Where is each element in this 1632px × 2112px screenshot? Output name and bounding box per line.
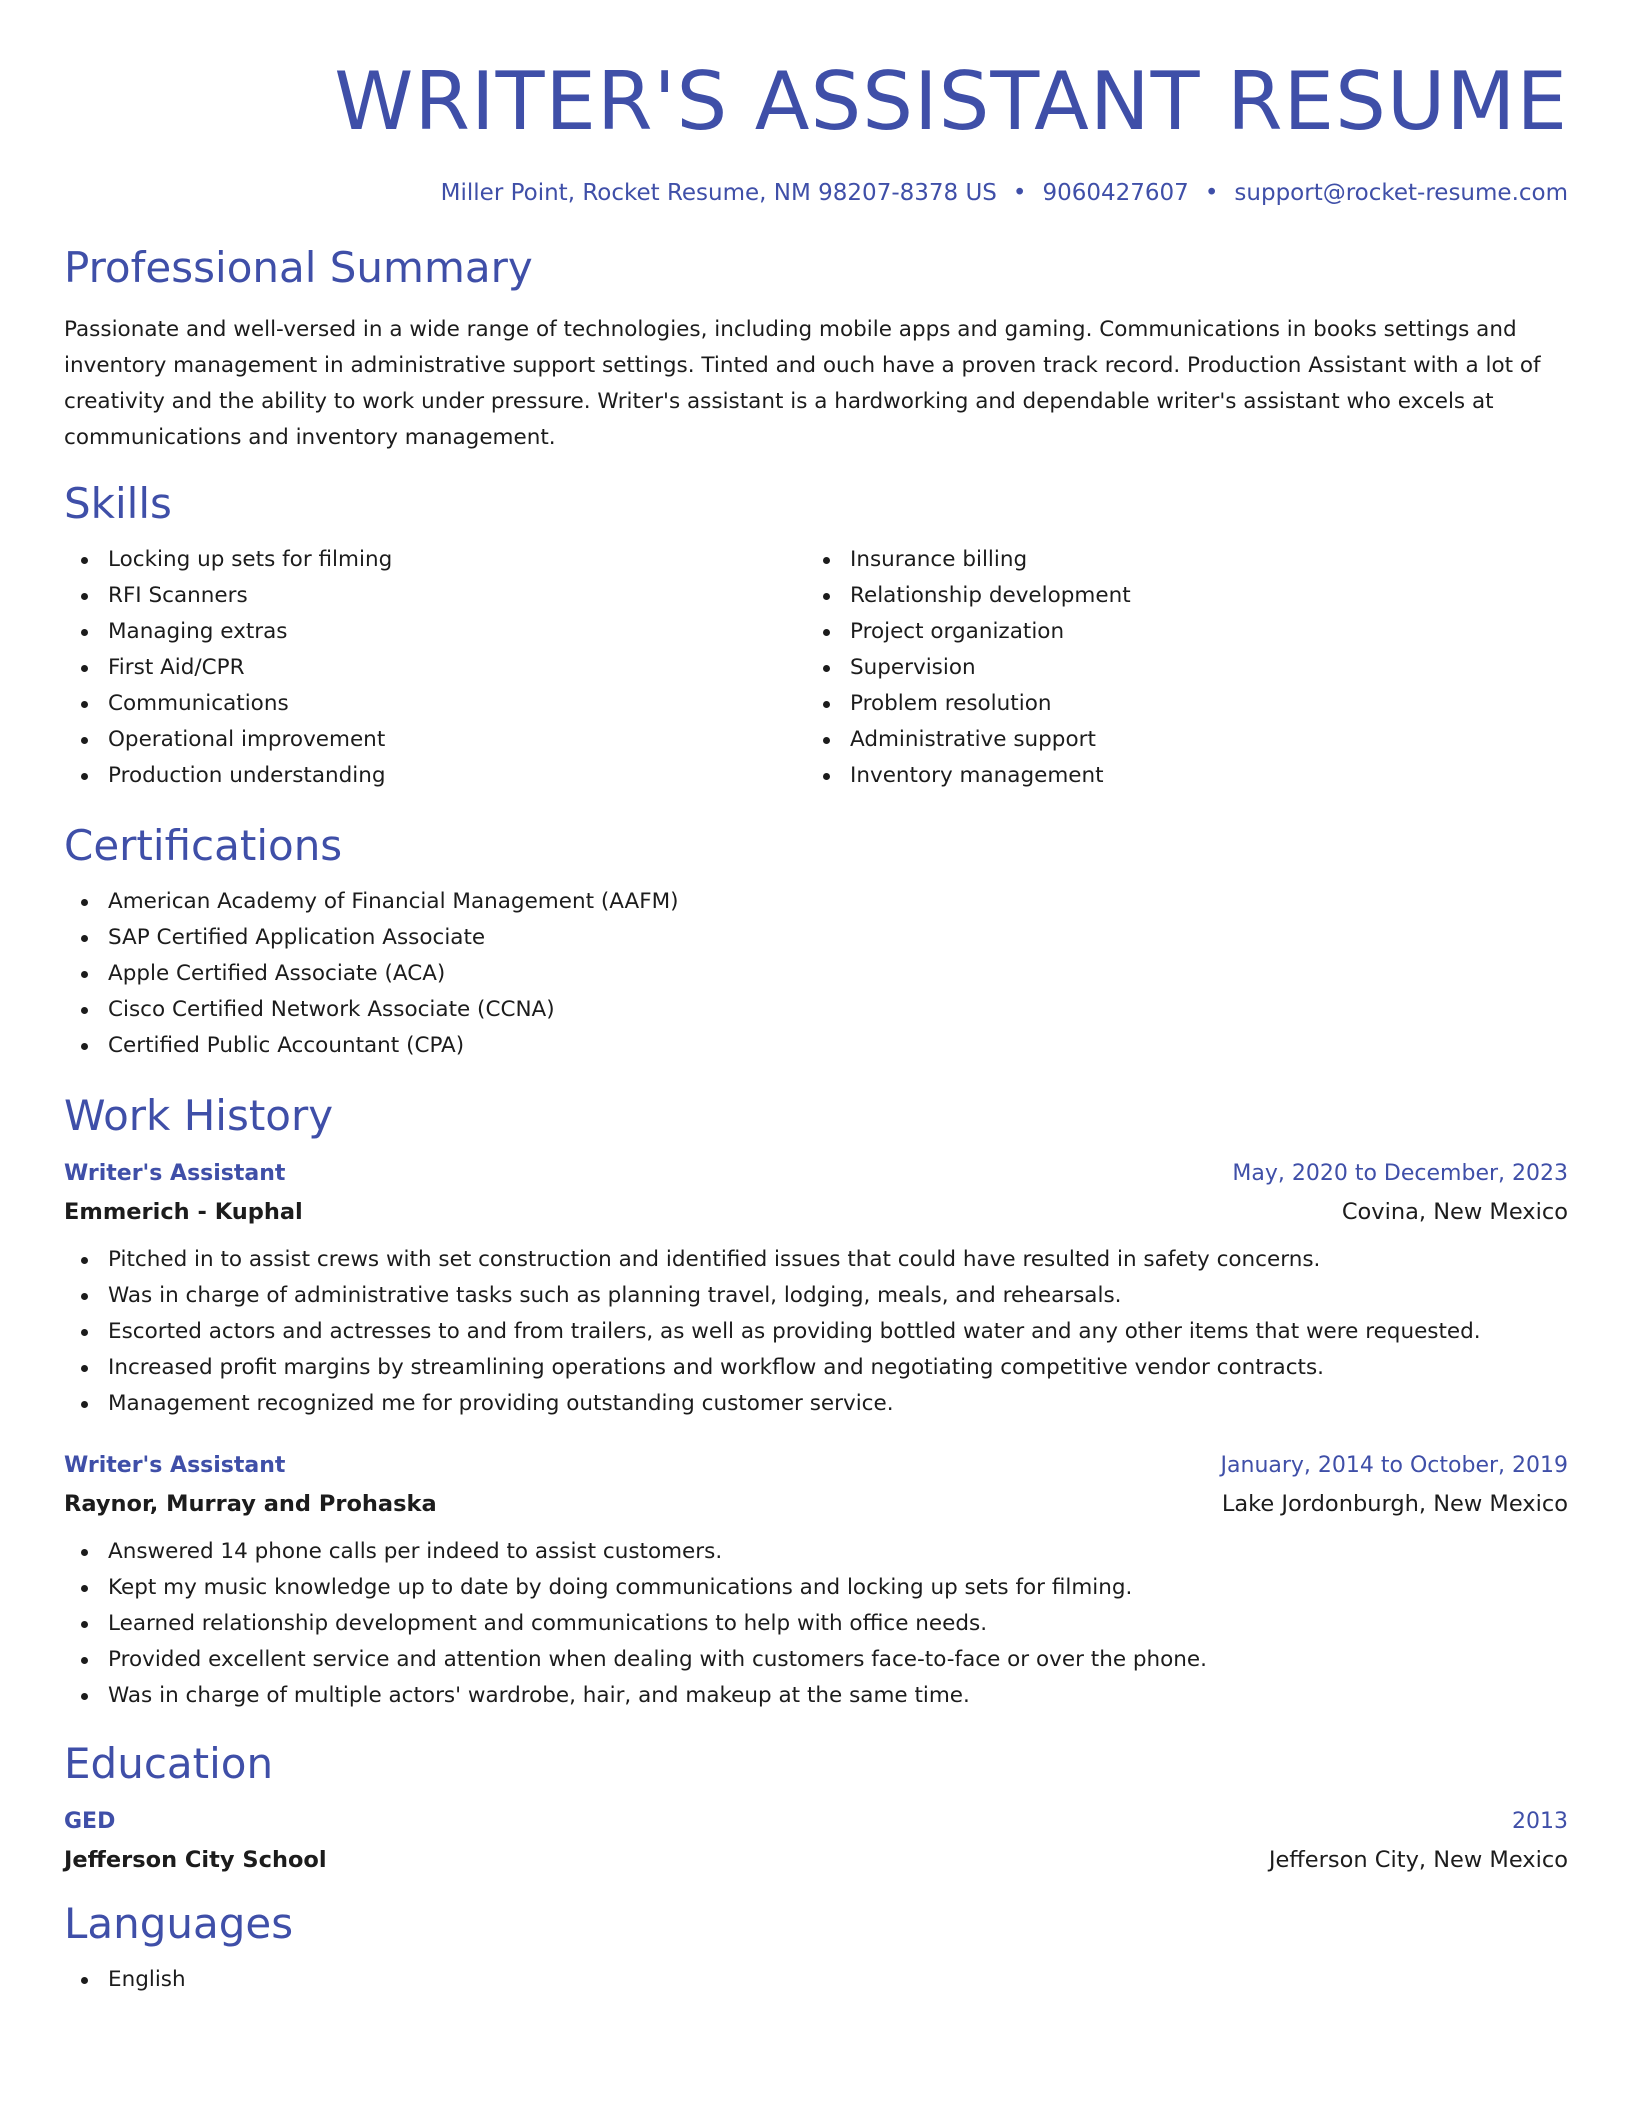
education-degree: GED [64,1809,116,1834]
contact-separator: • [1204,180,1219,206]
job-duty-item: Learned relationship development and communications to help with office needs. [64,1606,1568,1642]
skill-item: Problem resolution [806,686,1548,722]
skills-list-left [64,542,806,794]
resume-title: WRITER'S ASSISTANT RESUME [334,55,1568,148]
job-company-row [64,1192,1568,1232]
work-history-heading: Work History [64,1091,334,1140]
job-title: Writer's Assistant [64,1161,286,1186]
resume-page [64,0,1568,1998]
job-company: Emmerich - Kuphal [64,1199,303,1225]
skills-heading: Skills [64,479,172,528]
education-school-row [64,1840,1568,1880]
job-dates: January, 2014 to October, 2019 [1220,1453,1568,1478]
contact-line [64,178,1568,208]
job-duties-list [64,1534,1568,1714]
skill-item: Insurance billing [806,542,1548,578]
job-title-row [64,1448,1568,1484]
education-year: 2013 [1512,1809,1568,1834]
skill-item: Administrative support [806,722,1548,758]
certification-item: Cisco Certified Network Associate (CCNA) [64,992,1568,1028]
summary-section [64,242,1568,456]
skills-column-left [64,542,806,794]
job-entry [64,1156,1568,1422]
job-dates: May, 2020 to December, 2023 [1232,1161,1568,1186]
skills-grid [64,542,1568,794]
skill-item: Inventory management [806,758,1548,794]
job-duty-item: Answered 14 phone calls per indeed to assist customers. [64,1534,1568,1570]
job-company-row [64,1484,1568,1524]
summary-heading: Professional Summary [64,243,533,292]
certifications-heading: Certifications [64,821,343,870]
skill-item: Supervision [806,650,1548,686]
job-company: Raynor, Murray and Prohaska [64,1491,437,1517]
job-title-row [64,1156,1568,1192]
certification-item: American Academy of Financial Management (AAFM) [64,884,1568,920]
job-duty-item: Increased profit margins by streamlining operations and workflow and negotiating competitive vendor contracts. [64,1350,1568,1386]
education-degree-row [64,1804,1568,1840]
resume-header [64,0,1568,208]
summary-text: Passionate and well-versed in a wide range of technologies, including mobile apps and gaming. Communications in books settings and inventory management in administrative support settings. Tinted and ouch have a proven track record. Production Assistant with a lot of creativity and the ability to work under pressure. Writer's assistant is a hardworking and dependable writer's assistant who excels at communications and inventory management. [64,317,1541,450]
language-item: English [64,1962,1568,1998]
job-duties-list [64,1242,1568,1422]
job-location: Covina, New Mexico [1341,1199,1568,1225]
skill-item: Project organization [806,614,1548,650]
languages-heading: Languages [64,1899,294,1948]
job-duty-item: Kept my music knowledge up to date by doing communications and locking up sets for filming. [64,1570,1568,1606]
certification-item: Certified Public Accountant (CPA) [64,1028,1568,1064]
skill-item: Relationship development [806,578,1548,614]
job-duty-item: Pitched in to assist crews with set construction and identified issues that could have resulted in safety concerns. [64,1242,1568,1278]
education-section [64,1738,1568,1880]
job-duty-item: Management recognized me for providing outstanding customer service. [64,1386,1568,1422]
skill-item: Locking up sets for filming [64,542,806,578]
work-history-section [64,1090,1568,1714]
job-entry [64,1448,1568,1714]
skills-list-right [806,542,1548,794]
job-duty-item: Provided excellent service and attention when dealing with customers face-to-face or over the phone. [64,1642,1568,1678]
education-school: Jefferson City School [64,1847,327,1873]
skill-item: RFI Scanners [64,578,806,614]
skill-item: Communications [64,686,806,722]
languages-list [64,1962,1568,1998]
job-title: Writer's Assistant [64,1453,286,1478]
job-location: Lake Jordonburgh, New Mexico [1221,1491,1568,1517]
skill-item: Operational improvement [64,722,806,758]
skill-item: Managing extras [64,614,806,650]
contact-phone: 9060427607 [1042,180,1189,206]
contact-address: Miller Point, Rocket Resume, NM 98207-8378 US [440,180,997,206]
skill-item: First Aid/CPR [64,650,806,686]
skill-item: Production understanding [64,758,806,794]
education-location: Jefferson City, New Mexico [1268,1847,1568,1873]
contact-email[interactable]: support@rocket-resume.com [1234,180,1568,206]
languages-section [64,1898,1568,1998]
job-duty-item: Was in charge of administrative tasks such as planning travel, lodging, meals, and rehearsals. [64,1278,1568,1314]
job-duty-item: Escorted actors and actresses to and from trailers, as well as providing bottled water and any other items that were requested. [64,1314,1568,1350]
certifications-section [64,820,1568,1064]
certification-item: Apple Certified Associate (ACA) [64,956,1568,992]
education-heading: Education [64,1739,274,1788]
certification-item: SAP Certified Application Associate [64,920,1568,956]
job-duty-item: Was in charge of multiple actors' wardrobe, hair, and makeup at the same time. [64,1678,1568,1714]
skills-section [64,478,1568,794]
certifications-list [64,884,1568,1064]
contact-separator: • [1012,180,1027,206]
skills-column-right [806,542,1548,794]
